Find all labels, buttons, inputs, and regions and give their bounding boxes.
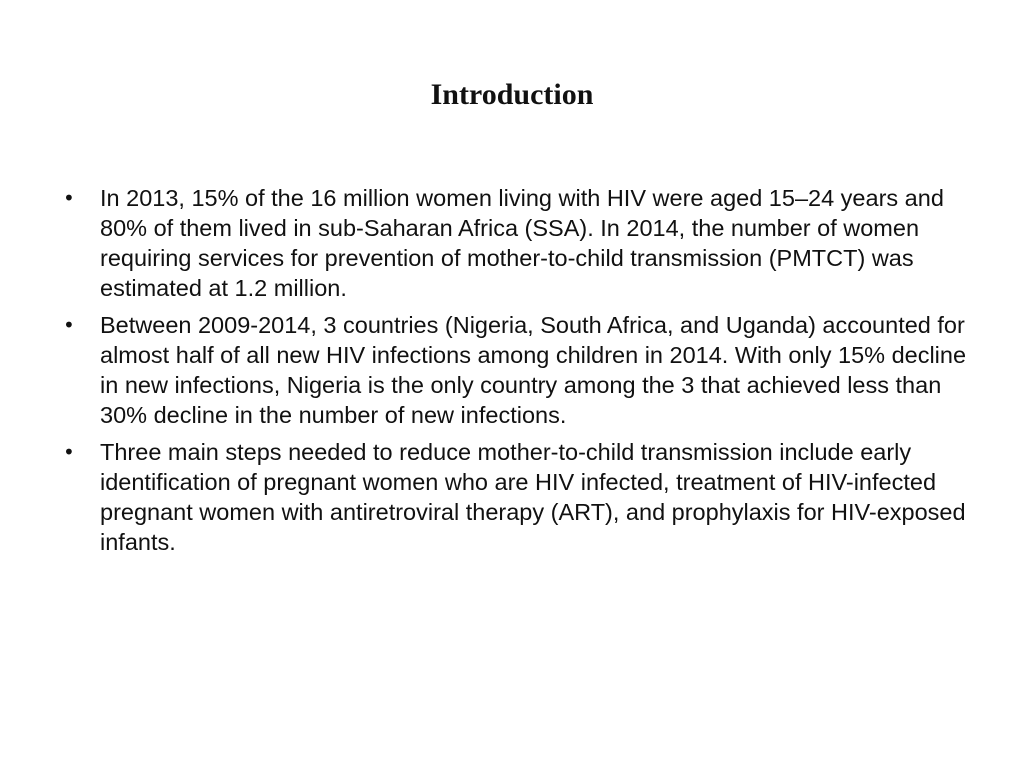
bullet-dot-icon: •: [63, 313, 75, 337]
bullet-text: Three main steps needed to reduce mother-to-child transmission include early identification of pregnant women who are HIV infected, treatment of HIV-infected pregnant women with antiretroviral therapy (ART), and prophylaxis for HIV-exposed infants.: [100, 439, 966, 555]
bullet-text: In 2013, 15% of the 16 million women living with HIV were aged 15–24 years and 80% of them lived in sub-Saharan Africa (SSA). In 2014, the number of women requiring services for prevention of mother-to-child transmission (PMTCT) was estimated at 1.2 million.: [100, 185, 944, 301]
bullet-item: [60, 437, 970, 557]
bullet-text: Between 2009-2014, 3 countries (Nigeria, South Africa, and Uganda) accounted for almost half of all new HIV infections among children in 2014. With only 15% decline in new infections, Nigeria is the only country among the 3 that achieved less than 30% decline in the number of new infections.: [100, 312, 967, 428]
bullet-dot-icon: •: [63, 186, 75, 210]
slide-title: Introduction: [430, 78, 594, 111]
bullet-item: [60, 310, 970, 430]
bullet-item: [60, 183, 970, 303]
bullet-list: [60, 183, 970, 564]
bullet-dot-icon: •: [63, 440, 75, 464]
